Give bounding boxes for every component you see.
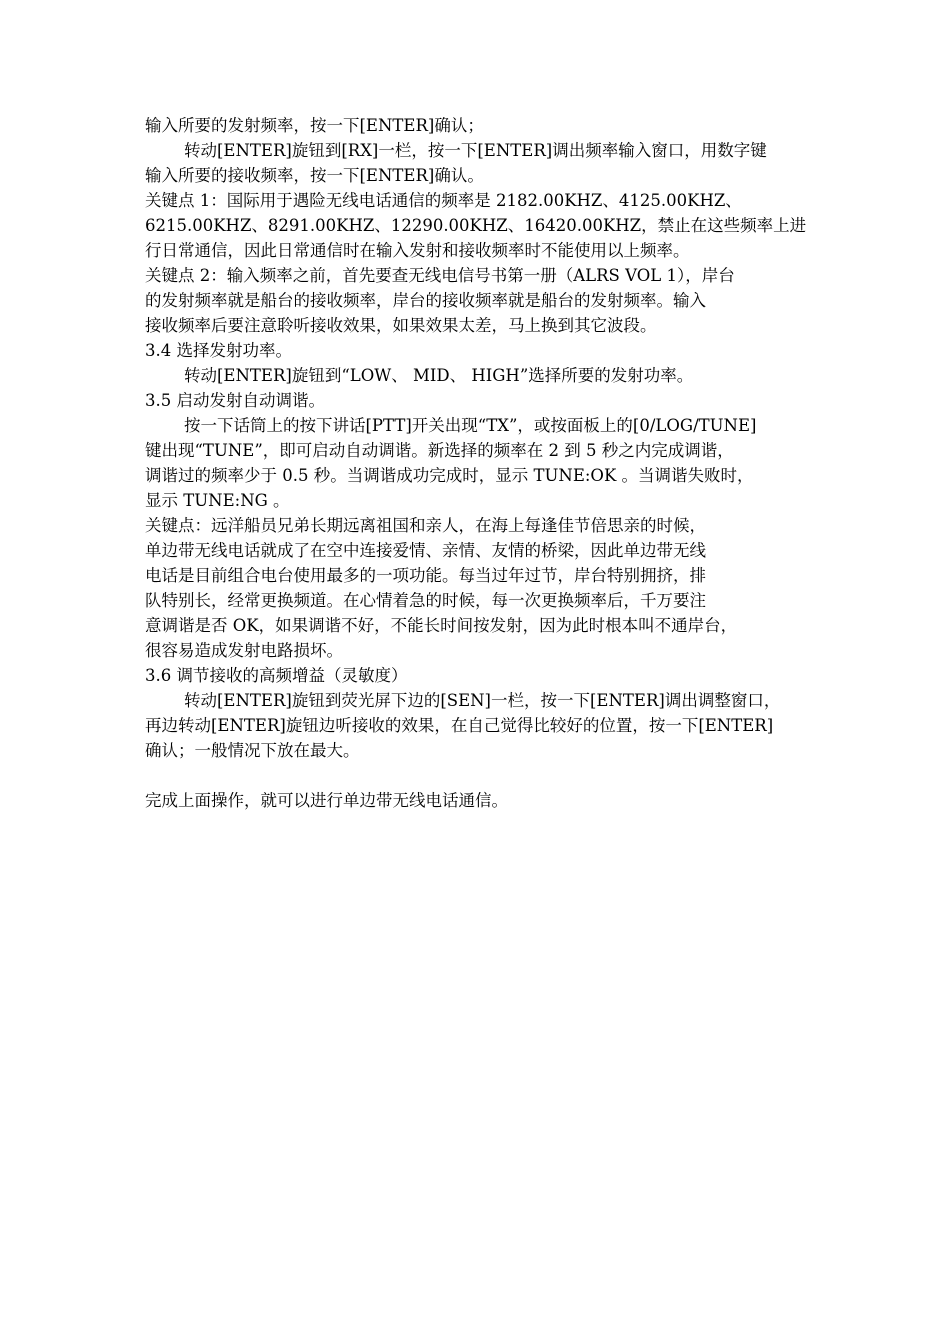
text-line: 电话是目前组合电台使用最多的一项功能。每当过年过节，岸台特别拥挤，排 bbox=[145, 566, 706, 585]
key-point-2: 关键点 2：输入频率之前，首先要查无线电信号书第一册（ALRS VOL 1），岸台 bbox=[145, 266, 735, 285]
text-line: 转动[ENTER]旋钮到荧光屏下边的[SEN]一栏，按一下[ENTER]调出调整窗口， bbox=[184, 691, 781, 710]
section-heading-3-5: 3.5 启动发射自动调谐。 bbox=[145, 391, 325, 410]
text-line: 6215.00KHZ、8291.00KHZ、12290.00KHZ、16420.00KHZ，禁止在这些频率上进 bbox=[145, 216, 807, 235]
key-point-3: 关键点：远洋船员兄弟长期远离祖国和亲人，在海上每逢佳节倍思亲的时候， bbox=[145, 516, 706, 535]
section-heading-3-4: 3.4 选择发射功率。 bbox=[145, 341, 292, 360]
text-line: 转动[ENTER]旋钮到“LOW、 MID、 HIGH”选择所要的发射功率。 bbox=[184, 366, 694, 385]
text-line: 接收频率后要注意聆听接收效果，如果效果太差，马上换到其它波段。 bbox=[145, 316, 657, 335]
text-line: 输入所要的发射频率，按一下[ENTER]确认； bbox=[145, 116, 484, 135]
text-line: 调谐过的频率少于 0.5 秒。当调谐成功完成时，显示 TUNE:OK 。当调谐失败时， bbox=[145, 466, 754, 485]
blank-line bbox=[145, 763, 817, 788]
section-heading-3-6: 3.6 调节接收的高频增益（灵敏度） bbox=[145, 666, 408, 685]
text-line: 单边带无线电话就成了在空中连接爱情、亲情、友情的桥梁，因此单边带无线 bbox=[145, 541, 706, 560]
text-line: 队特别长，经常更换频道。在心情着急的时候，每一次更换频率后，千万要注 bbox=[145, 591, 706, 610]
text-line: 的发射频率就是船台的接收频率，岸台的接收频率就是船台的发射频率。输入 bbox=[145, 291, 706, 310]
text-line: 行日常通信，因此日常通信时在输入发射和接收频率时不能使用以上频率。 bbox=[145, 241, 690, 260]
text-line: 再边转动[ENTER]旋钮边听接收的效果，在自己觉得比较好的位置，按一下[ENTER] bbox=[145, 716, 774, 735]
text-line: 按一下话筒上的按下讲话[PTT]开关出现“TX”，或按面板上的[0/LOG/TUNE] bbox=[184, 416, 757, 435]
text-line: 意调谐是否 OK，如果调谐不好，不能长时间按发射，因为此时根本叫不通岸台， bbox=[145, 616, 738, 635]
key-point-1: 关键点 1：国际用于遇险无线电话通信的频率是 2182.00KHZ、4125.00KHZ、 bbox=[145, 191, 742, 210]
text-line: 键出现“TUNE”，即可启动自动调谐。新选择的频率在 2 到 5 秒之内完成调谐， bbox=[145, 441, 734, 460]
text-line: 很容易造成发射电路损坏。 bbox=[145, 641, 343, 660]
document-body bbox=[145, 113, 817, 813]
closing-line: 完成上面操作，就可以进行单边带无线电话通信。 bbox=[145, 791, 508, 810]
text-line: 显示 TUNE:NG 。 bbox=[145, 491, 290, 510]
text-line: 输入所要的接收频率，按一下[ENTER]确认。 bbox=[145, 166, 484, 185]
text-line: 转动[ENTER]旋钮到[RX]一栏，按一下[ENTER]调出频率输入窗口，用数字键 bbox=[184, 141, 767, 160]
text-line: 确认；一般情况下放在最大。 bbox=[145, 741, 360, 760]
